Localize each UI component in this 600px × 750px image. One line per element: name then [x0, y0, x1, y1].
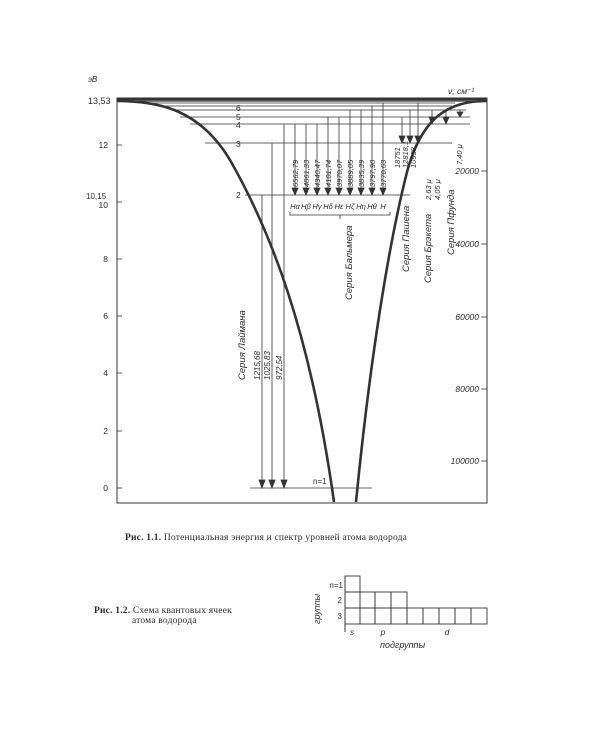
svg-text:Hβ: Hβ: [301, 202, 311, 211]
svg-text:1215,68: 1215,68: [253, 351, 262, 380]
lyman-series-label: Серия Лаймана: [237, 310, 248, 380]
svg-text:s: s: [349, 627, 355, 637]
energy-levels: [117, 99, 487, 488]
svg-text:10: 10: [98, 200, 108, 210]
svg-text:2: 2: [103, 426, 108, 436]
left-axis-unit: эВ: [88, 75, 98, 84]
svg-text:1025,83: 1025,83: [263, 351, 272, 380]
svg-text:Hγ: Hγ: [312, 202, 322, 211]
figure-1-caption-prefix: Рис. 1.1.: [125, 533, 162, 543]
svg-text:H: H: [380, 202, 386, 211]
svg-text:3889,05: 3889,05: [346, 159, 355, 187]
svg-text:n=1: n=1: [313, 477, 327, 486]
svg-text:3770,63: 3770,63: [379, 159, 388, 187]
svg-text:d: d: [444, 627, 450, 637]
subgroups-axis-label: подгруппы: [380, 640, 426, 650]
svg-text:3970,07: 3970,07: [335, 159, 344, 187]
ionization-energy-label: 13,53: [88, 96, 111, 106]
figure-1-caption-text: Потенциальная энергия и спектр уровней атома водорода: [163, 533, 408, 543]
figure-2-caption-prefix: Рис. 1.2.: [94, 606, 131, 616]
svg-text:Hζ: Hζ: [345, 202, 355, 211]
svg-text:n=1: n=1: [329, 581, 343, 590]
groups-axis-label: группы: [312, 593, 322, 624]
svg-text:6: 6: [236, 103, 241, 113]
svg-text:18751: 18751: [393, 147, 402, 168]
svg-text:4: 4: [103, 368, 108, 378]
svg-text:972,54: 972,54: [275, 355, 284, 380]
quantum-cells-grid: [345, 576, 487, 632]
svg-text:2: 2: [236, 190, 241, 200]
svg-text:3797,90: 3797,90: [368, 159, 377, 187]
svg-text:Hθ: Hθ: [367, 202, 377, 211]
svg-text:3: 3: [236, 139, 241, 149]
figure-2-caption-line-1: Рис. 1.2. Схема квантовых ячеек: [94, 606, 232, 616]
balmer-line-labels: [291, 159, 388, 187]
svg-text:8: 8: [103, 254, 108, 264]
svg-text:2: 2: [337, 596, 342, 605]
figure-2-quantum-cells: [0, 540, 600, 650]
svg-text:p: p: [380, 627, 386, 637]
subgroup-labels: [350, 627, 450, 637]
svg-text:Hη: Hη: [356, 202, 366, 211]
group-row-labels: [329, 581, 343, 621]
svg-text:Hε: Hε: [334, 202, 344, 211]
svg-text:4861,33: 4861,33: [302, 159, 311, 187]
right-axis-ticks: [481, 171, 487, 461]
lyman-line-labels: [253, 351, 284, 380]
svg-text:4101,74: 4101,74: [324, 159, 333, 187]
level-2-energy-label: 10,15: [86, 192, 107, 201]
svg-text:3835,39: 3835,39: [357, 159, 366, 187]
brackett-series-label: Серия Брэкета: [423, 213, 434, 283]
svg-text:2,63 μ: 2,63 μ: [424, 179, 433, 200]
svg-text:12818,1: 12818,1: [401, 140, 410, 168]
svg-text:10938: 10938: [409, 147, 418, 168]
svg-text:20000: 20000: [455, 166, 479, 176]
svg-text:4: 4: [236, 120, 241, 130]
figure-2-caption-line-2: атома водорода: [132, 616, 197, 626]
svg-text:4,05 μ: 4,05 μ: [433, 179, 442, 200]
svg-text:3: 3: [337, 612, 342, 621]
balmer-series-label: Серия Бальмера: [344, 225, 355, 300]
svg-text:12: 12: [98, 140, 108, 150]
svg-text:60000: 60000: [455, 312, 479, 322]
pfund-series-label: Серия Пфунда: [446, 189, 457, 255]
svg-text:Hα: Hα: [290, 202, 300, 211]
svg-text:0: 0: [103, 483, 108, 493]
svg-text:7,40 μ: 7,40 μ: [455, 144, 464, 165]
svg-text:4340,47: 4340,47: [313, 159, 322, 187]
svg-text:80000: 80000: [455, 384, 479, 394]
left-axis-ticks: [117, 145, 122, 488]
svg-text:5: 5: [236, 112, 241, 122]
lyman-arrows: [259, 124, 287, 488]
svg-text:6: 6: [103, 311, 108, 321]
balmer-line-names: [290, 202, 386, 211]
right-axis-unit: ν, см⁻¹: [448, 86, 475, 96]
paschen-series-label: Серия Пашена: [401, 205, 412, 272]
svg-text:6562,79: 6562,79: [291, 159, 300, 187]
svg-text:Hδ: Hδ: [323, 202, 333, 211]
balmer-bracket: [290, 212, 390, 219]
svg-text:100000: 100000: [450, 456, 479, 466]
plot-frame: [117, 98, 487, 503]
svg-text:40000: 40000: [455, 239, 479, 249]
